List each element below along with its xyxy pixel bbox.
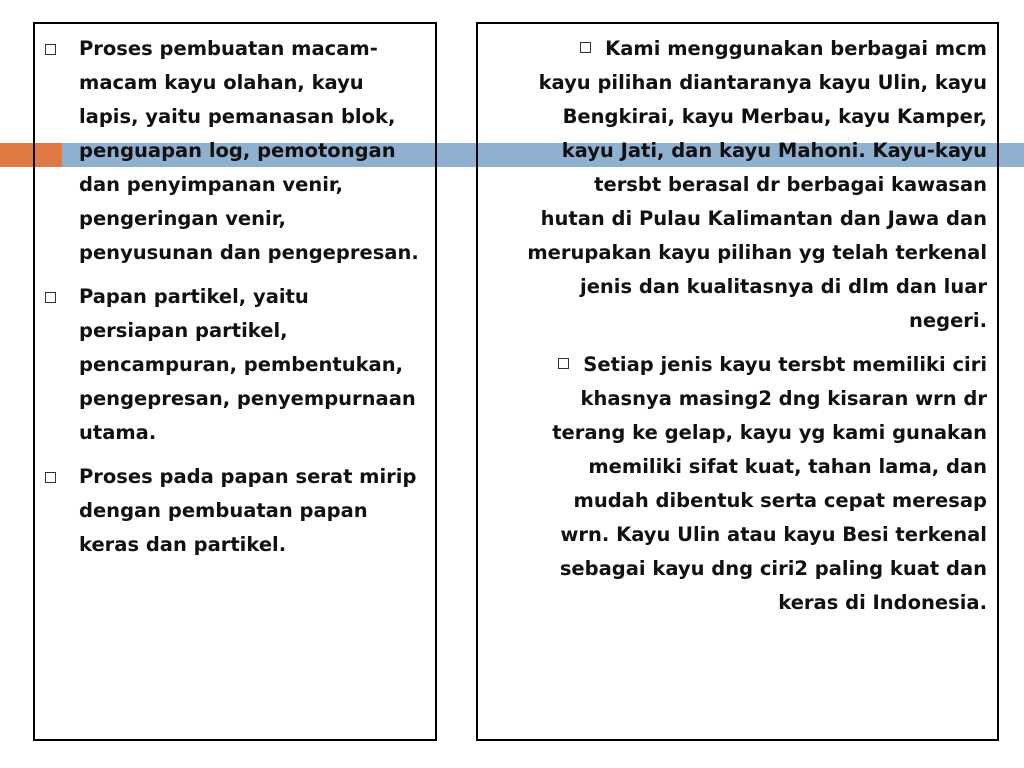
list-item — [526, 32, 987, 338]
list-item-text: Proses pembuatan macam-macam kayu olahan, kayu lapis, yaitu pemanasan blok, penguapan log, pemotongan dan penyimpanan venir, pengeringan venir, penyusunan dan pengepresan. — [79, 37, 419, 264]
left-text-panel — [33, 22, 437, 741]
list-item — [79, 280, 423, 450]
square-bullet-icon — [45, 44, 56, 55]
list-item-text: Setiap jenis kayu tersbt memiliki ciri khasnya masing2 dng kisaran wrn dr terang ke gelap, kayu yg kami gunakan memiliki sifat kuat, tahan lama, dan mudah dibentuk serta cepat meresap wrn. Kayu Ulin atau kayu Besi terkenal sebagai kayu dng ciri2 paling kuat dan keras di Indonesia. — [552, 353, 987, 614]
right-bullet-list — [478, 24, 997, 620]
list-item — [79, 460, 423, 562]
list-item-text: Kami menggunakan berbagai mcm kayu pilihan diantaranya kayu Ulin, kayu Bengkirai, kayu Merbau, kayu Kamper, kayu Jati, dan kayu Mahoni. Kayu-kayu tersbt berasal dr berbagai kawasan hutan di Pulau Kalimantan dan Jawa dan merupakan kayu pilihan yg telah terkenal jenis dan kualitasnya di dlm dan luar negeri. — [527, 37, 987, 332]
list-item — [79, 32, 423, 270]
list-item-text: Papan partikel, yaitu persiapan partikel, pencampuran, pembentukan, pengepresan, penyempurnaan utama. — [79, 285, 416, 444]
list-item — [526, 348, 987, 620]
square-bullet-icon — [45, 472, 56, 483]
right-text-panel — [476, 22, 999, 741]
square-bullet-icon — [558, 358, 569, 369]
left-bullet-list — [35, 24, 435, 562]
list-item-text: Proses pada papan serat mirip dengan pembuatan papan keras dan partikel. — [79, 465, 417, 556]
square-bullet-icon — [580, 42, 591, 53]
square-bullet-icon — [45, 292, 56, 303]
